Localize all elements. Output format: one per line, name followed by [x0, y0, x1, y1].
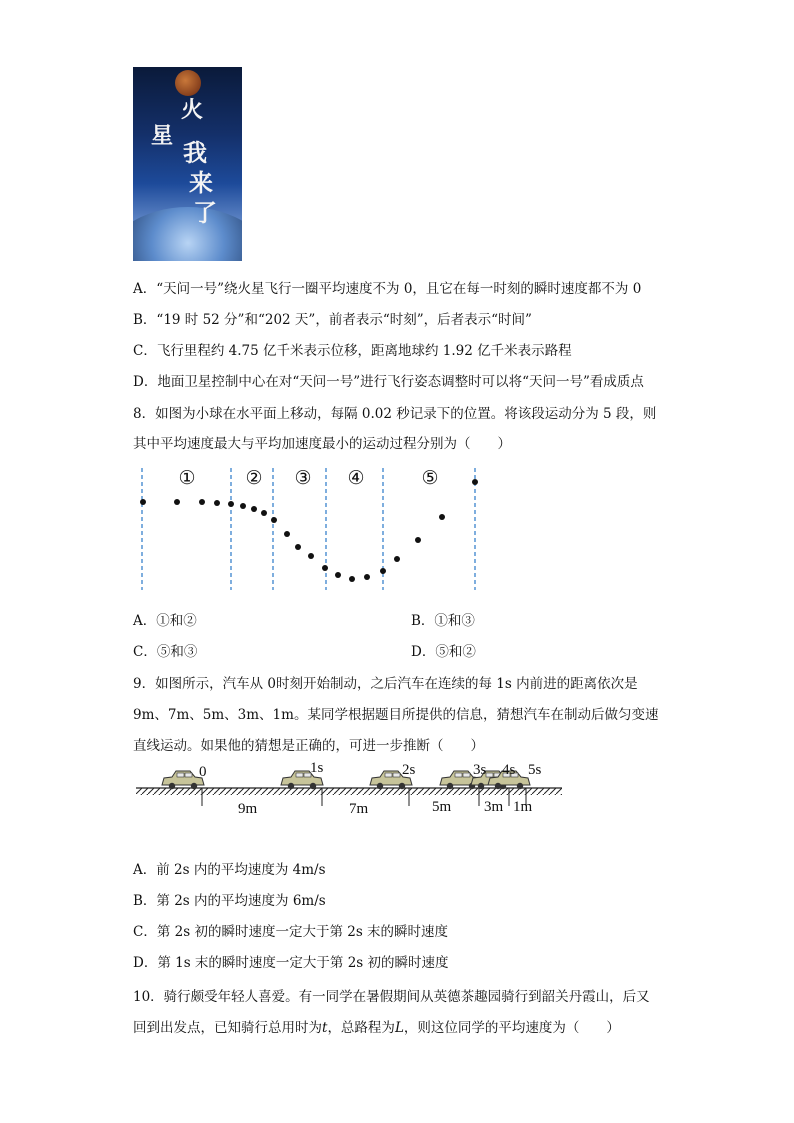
- var-t: t: [322, 1020, 328, 1036]
- earth-planet: [133, 207, 242, 261]
- poster-char: 星: [151, 124, 174, 149]
- ball-dot: [271, 517, 277, 523]
- q7-option-a: A．“天问一号”绕火星飞行一圈平均速度不为 0，且它在每一时刻的瞬时速度都不为 0: [133, 281, 642, 297]
- ball-dot: [308, 553, 314, 559]
- time-label: 5s: [528, 762, 542, 778]
- q8-option-c: C．⑤和③: [133, 644, 198, 660]
- ball-dot: [140, 499, 146, 505]
- distance-label: 1m: [513, 799, 533, 815]
- ball-dot: [335, 572, 341, 578]
- ball-dot: [284, 531, 290, 537]
- q10-stem-line1: 10．骑行颇受年轻人喜爱。有一同学在暑假期间从英德茶趣园骑行到韶关丹霞山，后又: [133, 989, 650, 1005]
- ball-dot: [472, 479, 478, 485]
- ball-dot: [214, 500, 220, 506]
- segment-label: ⑤: [421, 467, 439, 489]
- q9-stem-line3: 直线运动。如果他的猜想是正确的，可进一步推断（ ）: [133, 738, 484, 754]
- q9-option-c: C．第 2s 初的瞬时速度一定大于第 2s 末的瞬时速度: [133, 924, 449, 940]
- ball-dot: [199, 499, 205, 505]
- time-label: 4s: [502, 762, 516, 778]
- segment-label: ②: [245, 467, 263, 489]
- car-icon: [162, 771, 204, 789]
- distance-label: 7m: [349, 801, 369, 817]
- segment-label: ④: [347, 467, 365, 489]
- time-label: 3s: [473, 762, 487, 778]
- ball-dot: [174, 499, 180, 505]
- ball-dot: [349, 576, 355, 582]
- ball-dot: [415, 537, 421, 543]
- segment-label: ③: [294, 467, 312, 489]
- segment-label: ①: [178, 467, 196, 489]
- var-L: L: [394, 1020, 404, 1036]
- time-label: 2s: [402, 762, 416, 778]
- poster-char: 了: [193, 199, 217, 227]
- q8-stem-line2: 其中平均速度最大与平均加速度最小的运动过程分别为（ ）: [133, 436, 511, 452]
- ball-dot: [228, 501, 234, 507]
- q10-stem-line2: 回到出发点，已知骑行总用时为t，总路程为L，则这位同学的平均速度为（ ）: [133, 1020, 620, 1036]
- q8-stem-line1: 8．如图为小球在水平面上移动，每隔 0.02 秒记录下的位置。将该段运动分为 5 段，则: [133, 406, 657, 422]
- ball-dot: [364, 574, 370, 580]
- ball-dot: [394, 556, 400, 562]
- ball-dot: [251, 506, 257, 512]
- ball-dot: [261, 510, 267, 516]
- q9-car-diagram: [136, 758, 566, 820]
- time-label: 1s: [310, 760, 324, 776]
- q8-option-a: A．①和②: [133, 613, 197, 629]
- q9-stem-line2: 9m、7m、5m、3m、1m。某同学根据题目所提供的信息，猜想汽车在制动后做匀变速: [133, 707, 659, 723]
- time-label: 0: [199, 764, 207, 780]
- q9-option-a: A．前 2s 内的平均速度为 4m/s: [133, 862, 326, 878]
- poster-char: 火: [181, 98, 204, 123]
- ball-dot: [322, 565, 328, 571]
- ball-dot: [439, 514, 445, 520]
- distance-label: 3m: [484, 799, 504, 815]
- q8-option-b: B．①和③: [411, 613, 475, 629]
- ball-dot: [380, 568, 386, 574]
- ball-dot: [295, 544, 301, 550]
- q9-stem-line1: 9．如图所示，汽车从 0时刻开始制动，之后汽车在连续的每 1s 内前进的距离依次是: [133, 676, 638, 692]
- distance-label: 9m: [238, 801, 258, 817]
- q8-option-d: D．⑤和②: [411, 644, 476, 660]
- q7-option-d: D．地面卫星控制中心在对“天问一号”进行飞行姿态调整时可以将“天问一号”看成质点: [133, 374, 644, 390]
- poster-char: 我: [183, 139, 207, 167]
- q9-option-b: B．第 2s 内的平均速度为 6m/s: [133, 893, 326, 909]
- distance-label: 5m: [432, 799, 452, 815]
- poster-image: [133, 67, 242, 261]
- q8-dot-diagram: [130, 462, 490, 592]
- poster-char: 来: [189, 169, 213, 197]
- q7-option-b: B．“19 时 52 分”和“202 天”，前者表示“时刻”，后者表示“时间”: [133, 312, 532, 328]
- ball-dot: [240, 503, 246, 509]
- q9-option-d: D．第 1s 末的瞬时速度一定大于第 2s 初的瞬时速度: [133, 955, 449, 971]
- q7-option-c: C．飞行里程约 4.75 亿千米表示位移，距离地球约 1.92 亿千米表示路程: [133, 343, 572, 359]
